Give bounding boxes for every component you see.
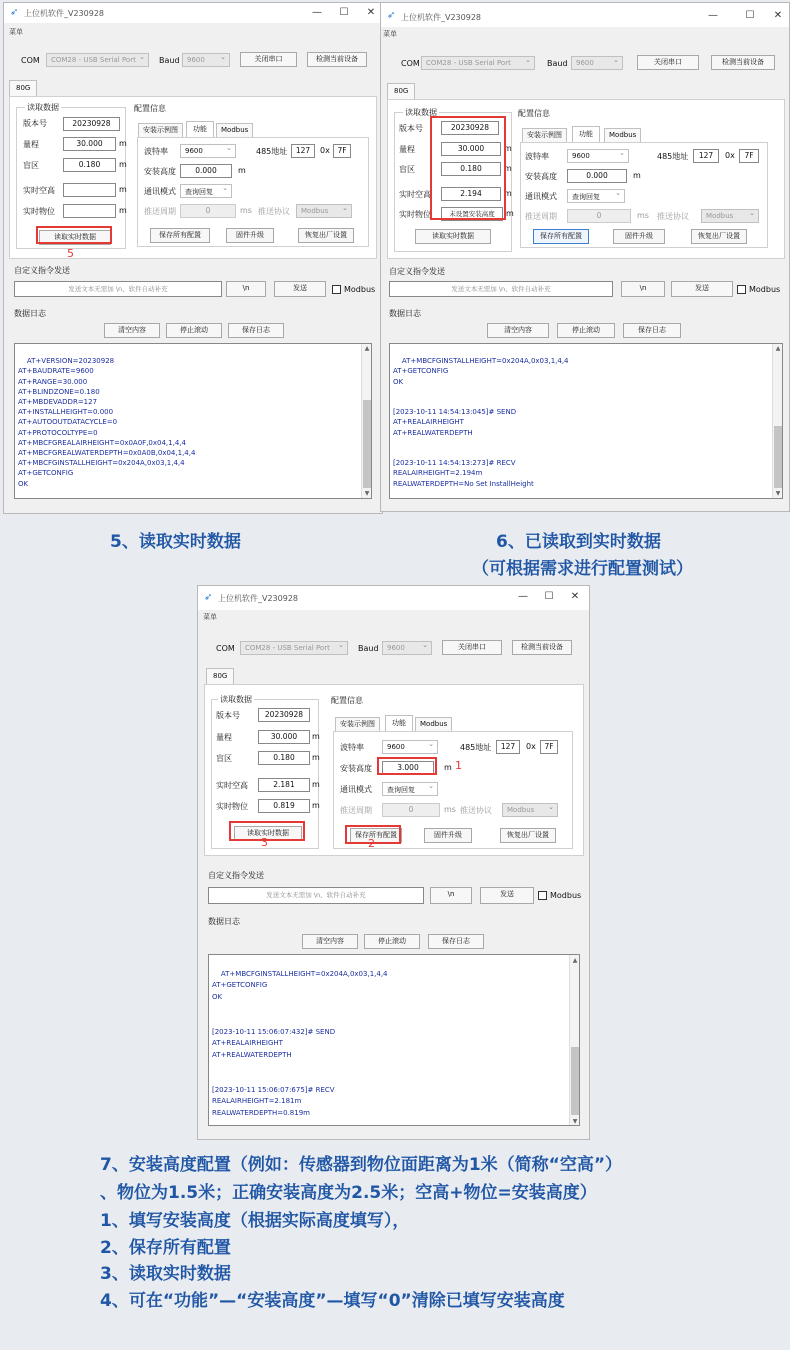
modbus-checkbox[interactable] (737, 285, 746, 294)
tab-function[interactable]: 功能 (186, 121, 214, 137)
install-unit: m (238, 166, 246, 175)
baud-label: Baud (159, 56, 180, 65)
install-height-label: 安装高度 (525, 172, 557, 181)
save-log-button[interactable]: 保存日志 (623, 323, 681, 338)
title-bar (198, 586, 589, 610)
log-content: AT+MBCFGINSTALLHEIGHT=0x204A,0x03,1,4,4 AT+GETCONFIG OK [2023-10-11 14:54:13:045]# SEND AT+REALAIRHEIGHT AT+REALWATERDEPTH [2023-10-11 14:54:13:273]# RECV REALAIRHEIGHT=2.194m REALWATERDEPTH=No Set InstallHeight (393, 357, 569, 488)
caption-step6-note: （可根据需求进行配置测试） (472, 559, 693, 579)
scroll-down-icon[interactable]: ▼ (364, 490, 370, 497)
newline-button[interactable]: \n (430, 887, 472, 904)
blind-label: 盲区 (216, 754, 232, 763)
scroll-down-icon[interactable]: ▼ (775, 490, 781, 497)
blind-field[interactable]: 0.180 (441, 162, 501, 176)
install-height-field[interactable]: 3.000 (382, 761, 434, 775)
air-height-label: 实时空高 (399, 190, 431, 199)
level-unit: m (312, 801, 320, 810)
addr-hex-field[interactable]: 7F (333, 144, 351, 158)
factory-reset-button[interactable]: 恢复出厂设置 (500, 828, 556, 843)
addr-field[interactable]: 127 (496, 740, 520, 754)
push-protocol-label: 推送协议 (657, 212, 689, 221)
highlight-realtime-values (430, 116, 506, 220)
air-height-label: 实时空高 (216, 781, 248, 790)
air-height-label: 实时空高 (23, 186, 55, 195)
baudrate-label: 波特率 (340, 743, 364, 752)
firmware-button[interactable]: 固件升级 (613, 229, 665, 244)
push-period-field: 0 (180, 204, 236, 218)
push-protocol-label: 推送协议 (258, 207, 290, 216)
log-scrollbar[interactable] (569, 955, 579, 1125)
send-button[interactable]: 发送 (480, 887, 534, 904)
read-data-title: 读取数据 (27, 103, 59, 112)
save-all-button[interactable]: 保存所有配置 (533, 229, 589, 244)
title-bar (4, 3, 382, 23)
addr-field[interactable]: 127 (693, 149, 719, 163)
level-label: 实时物位 (399, 210, 431, 219)
clear-log-button[interactable]: 清空内容 (302, 934, 358, 949)
save-log-button[interactable]: 保存日志 (428, 934, 484, 949)
read-realtime-button[interactable]: 读取实时数据 (234, 826, 302, 841)
blind-unit: m (504, 164, 512, 173)
close-port-button[interactable]: 关闭串口 (442, 640, 502, 655)
read-data-title: 读取数据 (405, 108, 437, 117)
com-label: COM (21, 56, 40, 65)
app-window-1 (3, 2, 383, 514)
tab-install-example[interactable]: 安装示例图 (138, 123, 183, 137)
menu-bar[interactable]: 菜单 (383, 30, 397, 38)
log-content: AT+MBCFGINSTALLHEIGHT=0x204A,0x03,1,4,4 AT+GETCONFIG OK [2023-10-11 15:06:07:432]# SEND AT+REALAIRHEIGHT AT+REALWATERDEPTH [2023-10-11 15:06:07:675]# RECV REALAIRHEIGHT=2.181m REALWATERDEPTH=0.819m (212, 969, 388, 1117)
read-data-title: 读取数据 (220, 695, 252, 704)
instruction-line-6: 4、可在“功能”—“安装高度”—填写“0”清除已填写安装高度 (100, 1291, 565, 1311)
annotation-1: 1 (455, 759, 462, 772)
app-logo-icon: ➶ (387, 10, 396, 21)
level-field: 0.819 (258, 799, 310, 813)
push-period-field: 0 (382, 803, 440, 817)
stop-scroll-button[interactable]: 停止滚动 (557, 323, 615, 338)
minimize-icon[interactable]: — (518, 591, 528, 602)
save-all-button[interactable]: 保存所有配置 (350, 828, 402, 843)
read-realtime-button[interactable]: 读取实时数据 (415, 229, 491, 244)
push-period-unit: ms (444, 805, 456, 814)
cmd-input[interactable]: 发送文本无需加 \n、软件自动补充 (208, 887, 424, 904)
hex-prefix: 0x (320, 146, 330, 155)
caption-step5: 5、读取实时数据 (110, 532, 241, 552)
annotation-5: 5 (67, 247, 74, 260)
level-field: 未设置安装高度 (441, 207, 503, 221)
tab-80g[interactable]: 80G (387, 83, 415, 99)
push-protocol-select: Modbus ⌄ (502, 803, 558, 817)
range-label: 量程 (399, 145, 415, 154)
detect-device-button[interactable]: 检测当前设备 (512, 640, 572, 655)
annotation-3: 3 (261, 836, 268, 849)
modbus-check-label: Modbus (344, 285, 376, 294)
tab-function[interactable]: 功能 (572, 126, 600, 142)
baud-select[interactable]: 9600 ⌄ (382, 641, 432, 655)
device-panel (9, 96, 377, 259)
menu-bar[interactable]: 菜单 (203, 613, 217, 621)
baudrate-select[interactable]: 9600 ⌄ (567, 149, 629, 163)
blind-field[interactable]: 0.180 (63, 158, 116, 172)
comm-mode-label: 通讯模式 (340, 785, 372, 794)
detect-device-button[interactable]: 检测当前设备 (307, 52, 367, 67)
tab-modbus[interactable]: Modbus (216, 123, 253, 137)
push-period-label: 推送周期 (340, 806, 372, 815)
send-button[interactable]: 发送 (671, 281, 733, 297)
install-unit: m (633, 171, 641, 180)
log-title: 数据日志 (208, 917, 240, 926)
modbus-checkbox[interactable] (538, 891, 547, 900)
newline-button[interactable]: \n (226, 281, 266, 297)
log-textarea[interactable] (389, 343, 783, 499)
minimize-icon[interactable]: — (708, 10, 718, 21)
maximize-icon[interactable]: ☐ (544, 591, 554, 602)
log-title: 数据日志 (389, 309, 421, 318)
modbus-checkbox[interactable] (332, 285, 341, 294)
install-height-field[interactable]: 0.000 (567, 169, 627, 183)
custom-cmd-title: 自定义指令发送 (389, 267, 445, 276)
scroll-thumb[interactable] (363, 400, 371, 488)
tab-function[interactable]: 功能 (385, 715, 413, 731)
factory-reset-button[interactable]: 恢复出厂设置 (298, 228, 354, 243)
device-panel (204, 684, 584, 856)
minimize-icon[interactable]: — (312, 7, 322, 18)
app-logo-icon: ➶ (204, 592, 213, 603)
blind-unit: m (312, 753, 320, 762)
firmware-button[interactable]: 固件升级 (424, 828, 472, 843)
comm-mode-select[interactable]: 查询回复 ⌄ (382, 782, 438, 796)
highlight-install-height (377, 757, 437, 775)
custom-cmd-title: 自定义指令发送 (208, 871, 264, 880)
app-window-2 (380, 2, 790, 512)
air-height-field: 2.181 (258, 778, 310, 792)
addr-hex-field[interactable]: 7F (739, 149, 759, 163)
push-period-unit: ms (240, 206, 252, 215)
close-port-button[interactable]: 关闭串口 (637, 55, 699, 70)
scroll-down-icon[interactable]: ▼ (572, 1118, 578, 1125)
air-unit: m (119, 185, 127, 194)
air-unit: m (312, 780, 320, 789)
install-height-label: 安装高度 (340, 764, 372, 773)
window-title: 上位机软件_V230928 (218, 594, 299, 603)
close-icon[interactable]: ✕ (366, 7, 376, 18)
function-tab-body (520, 142, 768, 248)
newline-button[interactable]: \n (621, 281, 665, 297)
scroll-thumb[interactable] (571, 1047, 579, 1115)
device-panel (387, 99, 785, 259)
scroll-up-icon[interactable]: ▲ (572, 957, 578, 964)
com-port-select[interactable]: COM28 - USB Serial Port ⌄ (240, 641, 348, 655)
com-label: COM (216, 644, 235, 653)
baudrate-label: 波特率 (144, 147, 168, 156)
level-unit: m (506, 209, 514, 218)
highlight-read-button (36, 226, 112, 244)
level-unit: m (119, 206, 127, 215)
air-height-field (63, 183, 116, 197)
push-period-label: 推送周期 (144, 207, 176, 216)
range-field[interactable]: 30.000 (441, 142, 501, 156)
tab-modbus[interactable]: Modbus (415, 717, 452, 731)
comm-mode-select[interactable]: 查询回复 ⌄ (180, 184, 232, 198)
blind-unit: m (119, 160, 127, 169)
cmd-input[interactable]: 发送文本无需加 \n、软件自动补充 (14, 281, 222, 297)
tab-80g[interactable]: 80G (206, 668, 234, 684)
level-field (63, 204, 116, 218)
instruction-line-4: 2、保存所有配置 (100, 1238, 231, 1258)
tab-install-example[interactable]: 安装示例图 (335, 717, 380, 731)
clear-log-button[interactable]: 清空内容 (104, 323, 160, 338)
push-period-field: 0 (567, 209, 631, 223)
app-logo-icon: ➶ (10, 7, 19, 18)
push-period-label: 推送周期 (525, 212, 557, 221)
baudrate-select[interactable]: 9600 ⌄ (180, 144, 236, 158)
baudrate-label: 波特率 (525, 152, 549, 161)
log-textarea[interactable] (14, 343, 372, 499)
version-label: 版本号 (216, 711, 240, 720)
com-port-select[interactable]: COM28 - USB Serial Port ⌄ (421, 56, 535, 70)
comm-mode-label: 通讯模式 (525, 192, 557, 201)
level-label: 实时物位 (23, 207, 55, 216)
range-field[interactable]: 30.000 (258, 730, 310, 744)
instruction-line-5: 3、读取实时数据 (100, 1264, 231, 1284)
firmware-button[interactable]: 固件升级 (226, 228, 274, 243)
close-port-button[interactable]: 关闭串口 (240, 52, 297, 67)
blind-label: 盲区 (23, 161, 39, 170)
addr-hex-field[interactable]: 7F (540, 740, 558, 754)
modbus-check-label: Modbus (550, 891, 582, 900)
config-title: 配置信息 (331, 696, 363, 705)
annotation-2: 2 (368, 837, 375, 850)
hex-prefix: 0x (526, 742, 536, 751)
air-height-field: 2.194 (441, 187, 501, 201)
addr485-label: 485地址 (657, 152, 689, 161)
stop-scroll-button[interactable]: 停止滚动 (166, 323, 222, 338)
instruction-line-3: 1、填写安装高度（根据实际高度填写）， (100, 1211, 410, 1231)
addr485-label: 485地址 (460, 743, 492, 752)
tab-80g[interactable]: 80G (9, 80, 37, 96)
range-label: 量程 (23, 140, 39, 149)
config-title: 配置信息 (518, 109, 550, 118)
stop-scroll-button[interactable]: 停止滚动 (364, 934, 420, 949)
menu-bar[interactable]: 菜单 (9, 28, 23, 36)
baud-select[interactable]: 9600 ⌄ (182, 53, 230, 67)
range-unit: m (312, 732, 320, 741)
scroll-thumb[interactable] (774, 426, 782, 488)
instruction-line-2: 、物位为1.5米；正确安装高度为2.5米；空高+物位=安装高度） (100, 1183, 597, 1203)
log-textarea[interactable] (208, 954, 580, 1126)
title-bar (381, 3, 789, 27)
instruction-line-1: 7、安装高度配置（例如：传感器到物位面距离为1米（简称“空高”） (100, 1155, 623, 1175)
blind-field[interactable]: 0.180 (258, 751, 310, 765)
maximize-icon[interactable]: ☐ (745, 10, 755, 21)
addr-field[interactable]: 127 (291, 144, 315, 158)
hex-prefix: 0x (725, 151, 735, 160)
com-port-select[interactable]: COM28 - USB Serial Port ⌄ (46, 53, 149, 67)
window-title: 上位机软件_V230928 (24, 9, 105, 18)
close-icon[interactable]: ✕ (570, 591, 580, 602)
version-field: 20230928 (441, 121, 499, 135)
detect-device-button[interactable]: 检测当前设备 (711, 55, 775, 70)
save-log-button[interactable]: 保存日志 (228, 323, 284, 338)
maximize-icon[interactable]: ☐ (339, 7, 349, 18)
window-title: 上位机软件_V230928 (401, 13, 482, 22)
tab-install-example[interactable]: 安装示例图 (522, 128, 567, 142)
log-title: 数据日志 (14, 309, 46, 318)
version-field: 20230928 (258, 708, 310, 722)
push-protocol-label: 推送协议 (460, 806, 492, 815)
tab-modbus[interactable]: Modbus (604, 128, 641, 142)
baud-label: Baud (547, 59, 568, 68)
com-label: COM (401, 59, 420, 68)
scroll-up-icon[interactable]: ▲ (364, 345, 370, 352)
save-all-button[interactable]: 保存所有配置 (150, 228, 210, 243)
install-height-field[interactable]: 0.000 (180, 164, 232, 178)
addr485-label: 485地址 (256, 147, 288, 156)
push-protocol-select: Modbus ⌄ (701, 209, 759, 223)
blind-label: 盲区 (399, 165, 415, 174)
config-title: 配置信息 (134, 104, 166, 113)
log-content: AT+VERSION=20230928 AT+BAUDRATE=9600 AT+RANGE=30.000 AT+BLINDZONE=0.180 AT+MBDEVADDR=127 AT+INSTALLHEIGHT=0.000 AT+AUTOOUTDATACYCLE=0 AT+PROTOCOLTYPE=0 AT+MBCFGREALAIRHEIGHT=0x0A0F,0x04,1,4,4 AT+MBCFGREALWATERDEPTH=0x0A0B,0x04,1,4,4 AT+MBCFGINSTALLHEIGHT=0x204A,0x03,1,4,4 AT+GETCONFIG OK (18, 357, 196, 488)
range-field[interactable]: 30.000 (63, 137, 116, 151)
close-icon[interactable]: ✕ (773, 10, 783, 21)
install-height-label: 安装高度 (144, 167, 176, 176)
version-label: 版本号 (399, 124, 423, 133)
level-label: 实时物位 (216, 802, 248, 811)
version-field: 20230928 (63, 117, 120, 131)
clear-log-button[interactable]: 清空内容 (487, 323, 549, 338)
log-scrollbar[interactable] (361, 344, 371, 498)
read-realtime-button[interactable]: 读取实时数据 (39, 230, 111, 245)
range-unit: m (119, 139, 127, 148)
comm-mode-label: 通讯模式 (144, 187, 176, 196)
range-unit: m (504, 144, 512, 153)
cmd-input[interactable]: 发送文本无需加 \n、软件自动补充 (389, 281, 613, 297)
custom-cmd-title: 自定义指令发送 (14, 266, 70, 275)
air-unit: m (504, 189, 512, 198)
comm-mode-select[interactable]: 查询回复 ⌄ (567, 189, 625, 203)
push-period-unit: ms (637, 211, 649, 220)
log-scrollbar[interactable] (772, 344, 782, 498)
range-label: 量程 (216, 733, 232, 742)
send-button[interactable]: 发送 (274, 281, 326, 297)
modbus-check-label: Modbus (749, 285, 781, 294)
push-protocol-select: Modbus ⌄ (296, 204, 352, 218)
version-label: 版本号 (23, 119, 47, 128)
caption-step6: 6、已读取到实时数据 (496, 532, 661, 552)
scroll-up-icon[interactable]: ▲ (775, 345, 781, 352)
function-tab-body (137, 137, 369, 247)
baud-select[interactable]: 9600 ⌄ (571, 56, 623, 70)
baudrate-select[interactable]: 9600 ⌄ (382, 740, 438, 754)
factory-reset-button[interactable]: 恢复出厂设置 (691, 229, 747, 244)
install-unit: m (444, 763, 452, 772)
baud-label: Baud (358, 644, 379, 653)
app-window-3 (197, 585, 590, 1140)
